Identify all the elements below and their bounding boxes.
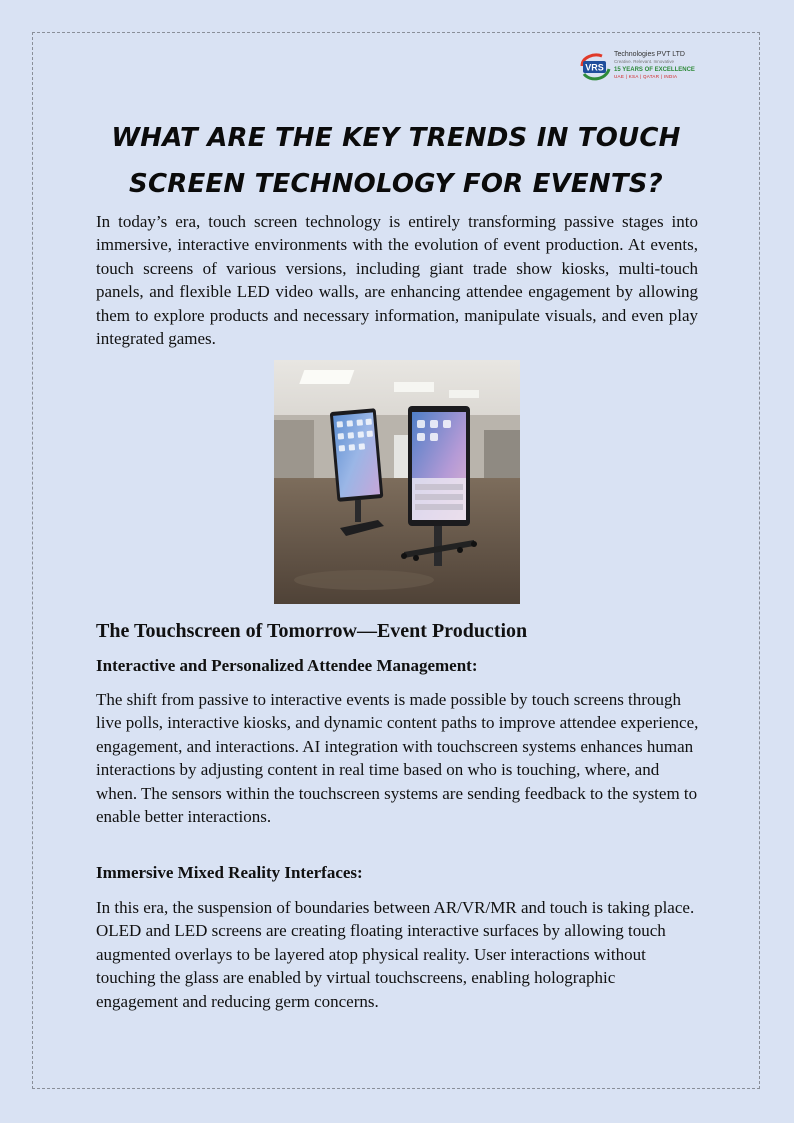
touchscreen-kiosks-photo [274, 360, 520, 604]
intro-paragraph: In today’s era, touch screen technology is entirely transforming passive stages into immersive, interactive environments with the evolution of event production. At events, touch screens of various versions, including giant trade show kiosks, multi-touch panels, and flexible LED video walls, are enhancing attendee engagement by allowing them to explore products and necessary information, manipulate visuals, and even play integrated games. [96, 212, 698, 349]
paragraph-attendee-management: The shift from passive to interactive events is made possible by touch screens through live polls, interactive kiosks, and dynamic content paths to improve attendee experience, engagement, and interactions. AI integration with touchscreen systems enhances human interactions by adjusting content in real time based on who is touching, where, and when. The sensors within the touchscreen systems are sending feedback to the system to enable better interactions. [96, 690, 699, 827]
logo-tagline: Creative. Relevant. Innovative [614, 59, 675, 64]
logo-years: 15 YEARS OF EXCELLENCE [614, 66, 695, 73]
subheading-mixed-reality: Immersive Mixed Reality Interfaces: [96, 863, 363, 882]
paragraph-mixed-reality: In this era, the suspension of boundaries between AR/VR/MR and touch is taking place. OLED and LED screens are creating floating interactive surfaces by allowing touch augmented overlays to be layered atop physical reality. User interactions without touching the glass are enabled by virtual touchscreens, enabling holographic engagement and reducing germ concerns. [96, 898, 695, 1011]
company-logo [578, 50, 708, 86]
section-heading: The Touchscreen of Tomorrow—Event Production [96, 620, 528, 642]
logo-badge-text: VRS [585, 62, 604, 73]
logo-regions: UAE | KSA | QATAR | INDIA [614, 73, 678, 79]
subheading-attendee-management: Interactive and Personalized Attendee Management: [96, 656, 478, 675]
page-title: WHAT ARE THE KEY TRENDS IN TOUCH SCREEN TECHNOLOGY FOR EVENTS? [111, 123, 681, 199]
vrs-logo-icon [578, 52, 612, 82]
logo-company: Technologies PVT LTD [614, 51, 685, 58]
